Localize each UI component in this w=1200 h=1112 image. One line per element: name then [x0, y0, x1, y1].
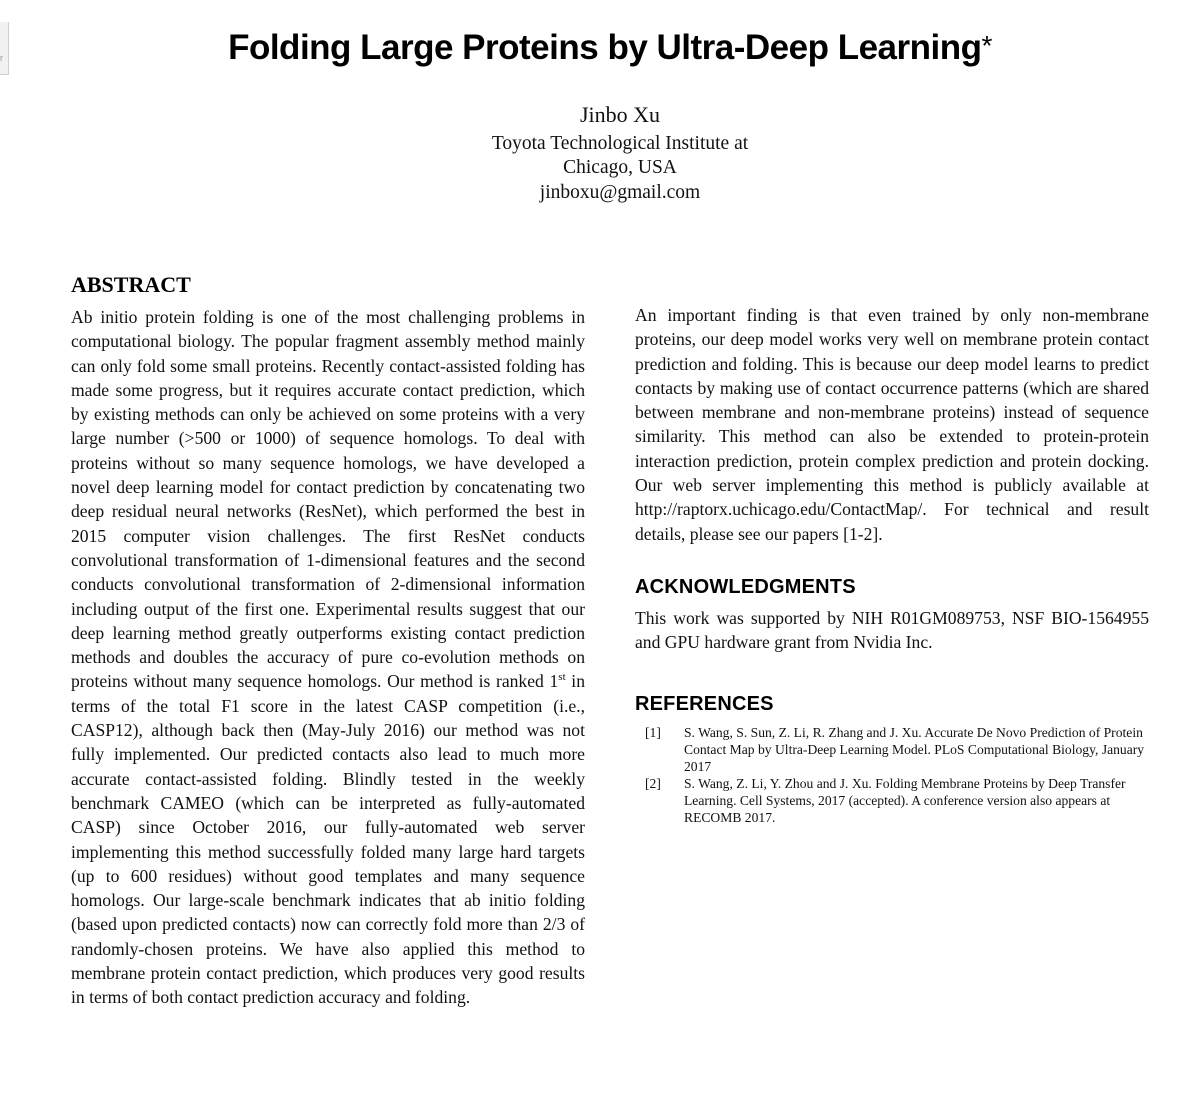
author-name: Jinbo Xu [579, 102, 661, 127]
reference-number: [1] [645, 724, 661, 740]
left-column [71, 270, 585, 1010]
abstract-text-part-1: Ab initio protein folding is one of the most challenging problems in computational biology. The popular fragment assembly method mainly can only fold some small proteins. Recently contact-assisted folding has made some progress, but it requires accurate contact prediction, which by existing methods can only be achieved on some proteins with a very large number (>500 or 1000) of sequence homologs. To deal with proteins without so many sequence homologs, we have developed a novel deep learning model for contact prediction by concatenating two deep residual neural networks (ResNet), which performed the best in 2015 computer vision challenges. The first ResNet conducts convolutional transformation of 1-dimensional features and the second conducts convolutional transformation of 2-dimensional information including output of the first one. Experimental results suggest that our deep learning method greatly outperforms existing contact prediction methods and doubles the accuracy of pure co-evolution methods on proteins without many sequence homologs. Our method is ranked 1 [71, 307, 585, 692]
author-email: jinboxu@gmail.com [539, 182, 701, 203]
title-footnote-mark: * [981, 30, 992, 61]
right-column [635, 303, 1149, 826]
reference-text: S. Wang, S. Sun, Z. Li, R. Zhang and J. Xu. Accurate De Novo Prediction of Protein Contact Map by Ultra-Deep Learning Model. PLoS Computational Biology, January 2017 [684, 724, 1145, 774]
affiliation-line-1: Toyota Technological Institute at [491, 133, 749, 154]
references-heading: REFERENCES [635, 692, 774, 715]
reference-list [635, 724, 1149, 826]
affiliation-line-2: Chicago, USA [563, 157, 677, 178]
paper-title-text: Folding Large Proteins by Ultra-Deep Learning [228, 28, 982, 67]
reference-number: [2] [645, 775, 661, 791]
acknowledgments-body: This work was supported by NIH R01GM089753, NSF BIO-1564955 and GPU hardware grant from Nvidia Inc. [635, 607, 1149, 653]
reference-item [645, 775, 1149, 826]
reference-text: S. Wang, Z. Li, Y. Zhou and J. Xu. Folding Membrane Proteins by Deep Transfer Learning. Cell Systems, 2017 (accepted). A conference version also appears at RECOMB 2017. [684, 775, 1126, 825]
ordinal-superscript: st [558, 671, 566, 684]
acknowledgments-heading: ACKNOWLEDGMENTS [635, 575, 856, 598]
abstract-text-part-2: in terms of the total F1 score in the latest CASP competition (i.e., CASP12), although back then (May-July 2016) our method was not fully implemented. Our predicted contacts also lead to much more accurate contact-assisted folding. Blindly tested in the weekly benchmark CAMEO (which can be interpreted as fully-automated CASP) since October 2016, our fully-automated web server implementing this method successfully folded many large hard targets (up to 600 residues) without good templates and many sequence homologs. Our large-scale benchmark indicates that ab initio folding (based upon predicted contacts) now can correctly fold more than 2/3 of randomly-chosen proteins. We have also applied this method to membrane protein contact prediction, which produces very good results in terms of both contact prediction accuracy and folding. [71, 671, 585, 1008]
abstract-heading: ABSTRACT [71, 272, 191, 297]
abstract-continued: An important finding is that even trained by only non-membrane proteins, our deep model works very well on membrane protein contact prediction and folding. This is because our deep model learns to predict contacts by making use of contact occurrence patterns (which are shared between membrane and non-membrane proteins) instead of sequence similarity. This method can also be extended to protein-protein interaction prediction, protein complex prediction and protein docking. Our web server implementing this method is publicly available at http://raptorx.uchicago.edu/ContactMap/. For technical and result details, please see our papers [1-2]. [635, 305, 1149, 544]
reference-item [645, 724, 1149, 775]
previous-page-edge: r [0, 22, 9, 75]
paper-title [0, 28, 1200, 68]
abstract-body [71, 305, 585, 1010]
